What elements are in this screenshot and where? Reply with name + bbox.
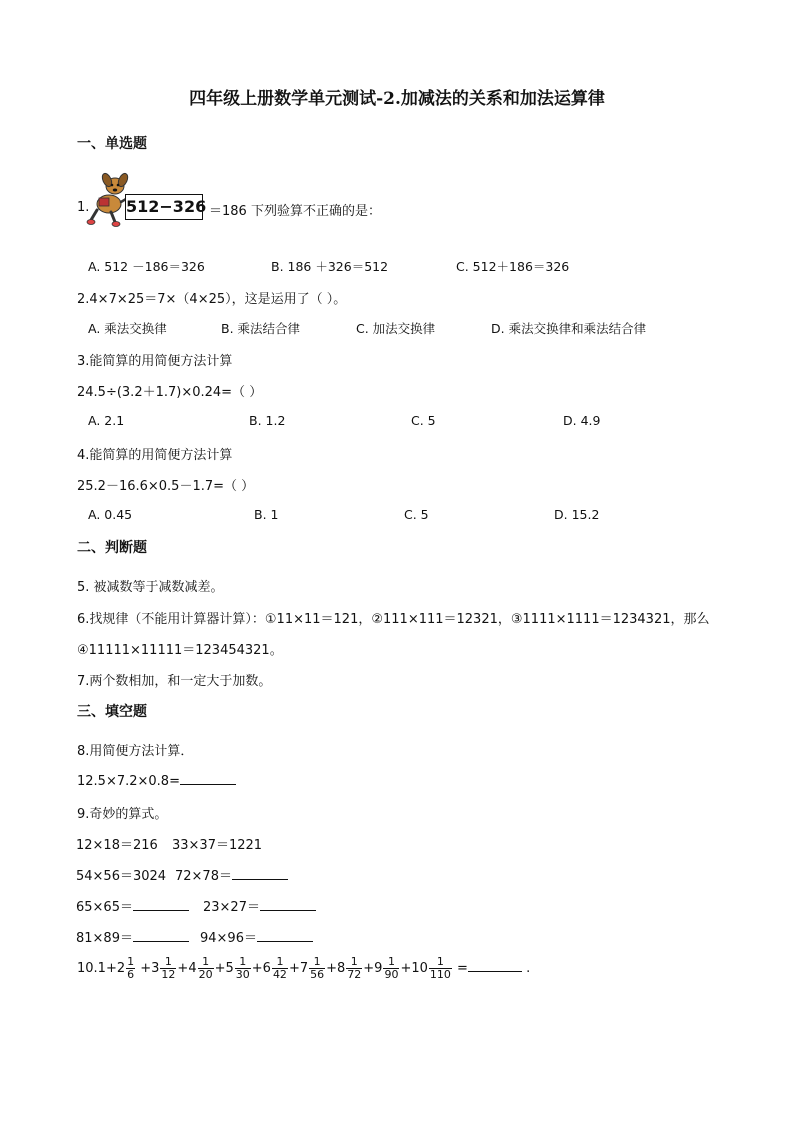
q9-row-2-b-text: 72×78＝ <box>175 869 232 884</box>
q9-row-4-b <box>200 927 313 946</box>
question-9-stem: 9.奇妙的算式。 <box>77 807 168 822</box>
q10-term-op: +4 <box>177 961 197 976</box>
q8-expr-text: 12.5×7.2×0.8= <box>77 774 180 789</box>
q10-term-op: +3 <box>140 961 160 976</box>
q4-option-d: D. 15.2 <box>554 507 600 522</box>
q1-option-b: B. 186 ＋326＝512 <box>271 259 389 274</box>
q4-option-c: C. 5 <box>404 507 429 522</box>
fraction: $\frac{1}{20}$ <box>198 955 213 981</box>
q9-row-3-b <box>203 896 316 915</box>
section-heading-single-choice: 一、单选题 <box>77 136 147 152</box>
question-7: 7.两个数相加，和一定大于加数。 <box>77 674 272 689</box>
q10-term-op: +7 <box>288 961 309 976</box>
q10-end: . <box>526 961 531 976</box>
q3-option-d: D. 4.9 <box>563 413 601 428</box>
q2-option-d: D. 乘法交换律和乘法结合律 <box>491 321 647 336</box>
question-5: 5. 被减数等于减数减差。 <box>77 580 224 595</box>
fraction: $\frac{1}{12}$ <box>161 955 176 981</box>
q4-option-a: A. 0.45 <box>88 507 133 522</box>
question-1 <box>77 172 497 228</box>
answer-blank[interactable] <box>260 898 316 911</box>
question-6-line-2: ④11111×11111＝123454321。 <box>77 643 283 658</box>
question-6-line-1: 6.找规律（不能用计算器计算）：①11×11＝121，②111×111＝12321，③1111×1111＝1234321，那么 <box>77 612 710 627</box>
q9-row-2-a: 54×56＝3024 <box>76 869 167 884</box>
answer-blank[interactable] <box>180 772 236 785</box>
q10-term-op: +9 <box>363 961 383 976</box>
question-8-stem: 8.用简便方法计算． <box>77 744 194 759</box>
q1-option-c: C. 512＋186＝326 <box>456 259 570 274</box>
q10-term-op: +8 <box>326 961 346 976</box>
answer-blank[interactable] <box>468 959 522 972</box>
question-3-stem: 3.能简算的用简便方法计算 <box>77 354 233 369</box>
question-4-expression: 25.2－16.6×0.5－1.7=（ ） <box>77 479 255 494</box>
answer-blank[interactable] <box>232 867 288 880</box>
q1-option-a: A. 512 －186＝326 <box>88 259 205 274</box>
q9-row-4-a-text: 81×89＝ <box>76 931 133 946</box>
q9-row-2-b <box>175 865 288 884</box>
section-heading-true-false: 二、判断题 <box>77 540 147 556</box>
q9-row-1-a: 12×18＝216 <box>76 838 158 853</box>
fraction: $\frac{1}{30}$ <box>235 955 250 981</box>
question-10 <box>77 956 530 981</box>
q10-prefix: 10.1+2 <box>77 961 126 976</box>
q9-row-4-a <box>76 927 189 946</box>
q9-row-3-a <box>76 896 189 915</box>
fraction: $\frac{1}{110}$ <box>429 955 451 981</box>
q3-option-c: C. 5 <box>411 413 436 428</box>
q10-terms <box>140 955 453 981</box>
q10-term-op: +6 <box>251 961 271 976</box>
q4-option-b: B. 1 <box>254 507 279 522</box>
q3-option-b: B. 1.2 <box>249 413 286 428</box>
q10-term-op: +5 <box>214 961 234 976</box>
answer-blank[interactable] <box>133 898 189 911</box>
q10-term-op: +10 <box>400 961 428 976</box>
answer-blank[interactable] <box>133 929 189 942</box>
section-heading-fill-in: 三、填空题 <box>77 704 147 720</box>
fraction: $\frac{1}{72}$ <box>347 955 362 981</box>
question-1-number: 1. <box>77 200 90 215</box>
fraction: $\frac{1}{42}$ <box>272 955 287 981</box>
page-title: 四年级上册数学单元测试-2.加减法的关系和加法运算律 <box>189 89 605 109</box>
q9-row-4-b-text: 94×96＝ <box>200 931 257 946</box>
question-2-stem: 2.4×7×25＝7×（4×25），这是运用了（ ）。 <box>77 292 347 307</box>
q2-option-b: B. 乘法结合律 <box>221 321 301 336</box>
fraction: $\frac{1}{90}$ <box>384 955 399 981</box>
fraction: $\frac{1}{6}$ <box>127 955 135 981</box>
question-4-stem: 4.能简算的用简便方法计算 <box>77 448 233 463</box>
question-1-text: ＝186 下列验算不正确的是： <box>209 204 381 219</box>
q9-row-3-a-text: 65×65＝ <box>76 900 133 915</box>
q9-row-1-b: 33×37＝1221 <box>172 838 263 853</box>
q2-option-c: C. 加法交换律 <box>356 321 436 336</box>
expression-box: 512−326 <box>125 194 203 220</box>
q10-equals: = <box>457 961 468 976</box>
question-3-expression: 24.5÷(3.2＋1.7)×0.24=（ ） <box>77 385 263 400</box>
fraction: $\frac{1}{56}$ <box>310 955 325 981</box>
question-8-expression <box>77 772 236 789</box>
q3-option-a: A. 2.1 <box>88 413 125 428</box>
q9-row-3-b-text: 23×27＝ <box>203 900 260 915</box>
answer-blank[interactable] <box>257 929 313 942</box>
q2-option-a: A. 乘法交换律 <box>88 321 167 336</box>
